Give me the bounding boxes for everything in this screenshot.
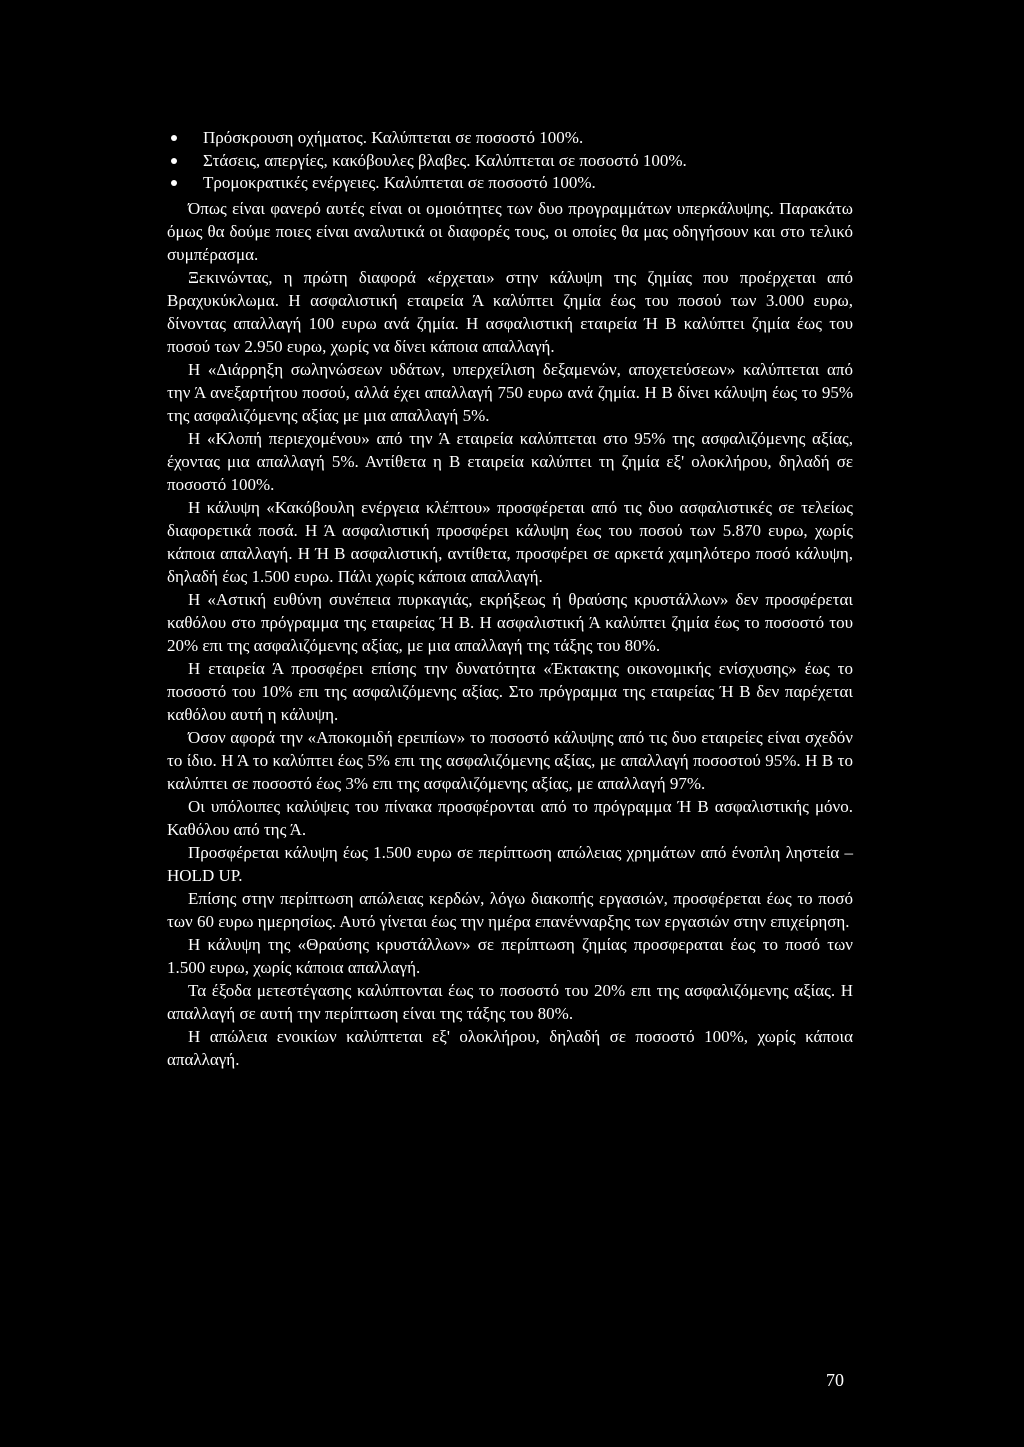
bullet-item: Στάσεις, απεργίες, κακόβουλες βλαβες. Καλύπτεται σε ποσοστό 100%. <box>166 150 866 173</box>
paragraph: Τα έξοδα μετεστέγασης καλύπτονται έως το ποσοστό του 20% επι της ασφαλιζόμενης αξίας. Η απαλλαγή σε αυτή την περίπτωση είναι της τάξης του 80%. <box>167 981 853 1023</box>
paragraph: Η απώλεια ενοικίων καλύπτεται εξ' ολοκλήρου, δηλαδή σε ποσοστό 100%, χωρίς κάποια απαλλαγή. <box>167 1027 853 1069</box>
paragraph: Ξεκινώντας, η πρώτη διαφορά «έρχεται» στην κάλυψη της ζημίας που προέρχεται από Βραχυκύκλωμα. Η ασφαλιστική εταιρεία Ά καλύπτει ζημία έως του ποσού των 3.000 ευρω, δίνοντας απαλλαγή 100 ευρω ανά ζημία. Η ασφαλιστική εταιρεία Ή Β καλύπτει ζημία έως του ποσού των 2.950 ευρω, χωρίς να δίνει κάποια απαλλαγή. <box>167 268 853 356</box>
paragraph: Όπως είναι φανερό αυτές είναι οι ομοιότητες των δυο προγραμμάτων υπερκάλυψης. Παρακάτω όμως θα δούμε ποιες είναι αναλυτικά οι διαφορές τους, οι οποίες θα μας οδηγήσουν και στο τελικό συμπέρασμα. <box>167 199 853 264</box>
paragraph: Η «Διάρρηξη σωληνώσεων υδάτων, υπερχείλιση δεξαμενών, αποχετεύσεων» καλύπτεται από την Ά ανεξαρτήτου ποσού, αλλά έχει απαλλαγή 750 ευρω ανά ζημία. Η Β δίνει κάλυψη έως το 95% της ασφαλιζόμενης αξίας με μια απαλλαγή 5%. <box>167 360 853 425</box>
paragraph: Όσον αφορά την «Αποκομιδή ερειπίων» το ποσοστό κάλυψης από τις δυο εταιρείες είναι σχεδόν το ίδιο. Η Ά το καλύπτει έως 5% επι της ασφαλιζόμενης αξίας, με απαλλαγή ποσοστού 95%. Η Β το καλύπτει σε ποσοστό έως 3% επι της ασφαλιζόμενης αξίας, με απαλλαγή 97%. <box>167 728 853 793</box>
bullet-item: Τρομοκρατικές ενέργειες. Καλύπτεται σε ποσοστό 100%. <box>166 172 866 195</box>
bullet-item: Πρόσκρουση οχήματος. Καλύπτεται σε ποσοστό 100%. <box>166 127 866 150</box>
paragraph: Η «Αστική ευθύνη συνέπεια πυρκαγιάς, εκρήξεως ή θραύσης κρυστάλλων» δεν προσφέρεται καθόλου στο πρόγραμμα της εταιρείας Ή Β. Η ασφαλιστική Ά καλύπτει ζημία έως το ποσοστό του 20% επι της ασφαλιζόμενης αξίας, με μια απαλλαγή της τάξης του 80%. <box>167 590 853 655</box>
paragraph: Προσφέρεται κάλυψη έως 1.500 ευρω σε περίπτωση απώλειας χρημάτων από ένοπλη ληστεία – HOLD UP. <box>167 843 853 885</box>
body-text <box>167 197 853 1071</box>
paragraph: Η κάλυψη της «Θραύσης κρυστάλλων» σε περίπτωση ζημίας προσφεραται έως το ποσό των 1.500 ευρω, χωρίς κάποια απαλλαγή. <box>167 935 853 977</box>
page-number: 70 <box>826 1370 844 1390</box>
paragraph: Η εταιρεία Ά προσφέρει επίσης την δυνατότητα «Έκτακτης οικονομικής ενίσχυσης» έως το ποσοστό του 10% επι της ασφαλιζόμενης αξίας. Στο πρόγραμμα της εταιρείας Ή Β δεν παρέχεται καθόλου αυτή η κάλυψη. <box>167 659 853 724</box>
paragraph: Η «Κλοπή περιεχομένου» από την Ά εταιρεία καλύπτεται στο 95% της ασφαλιζόμενης αξίας, έχοντας μια απαλλαγή 5%. Αντίθετα η Β εταιρεία καλύπτει τη ζημία εξ' ολοκλήρου, δηλαδή σε ποσοστό 100%. <box>167 429 853 494</box>
paragraph: Η κάλυψη «Κακόβουλη ενέργεια κλέπτου» προσφέρεται από τις δυο ασφαλιστικές σε τελείως διαφορετικά ποσά. Η Ά ασφαλιστική προσφέρει κάλυψη έως του ποσού των 5.870 ευρω, χωρίς κάποια απαλλαγή. Η Ή Β ασφαλιστική, αντίθετα, προσφέρει σε αρκετά χαμηλότερο ποσό κάλυψη, δηλαδή έως 1.500 ευρω. Πάλι χωρίς κάποια απαλλαγή. <box>167 498 853 586</box>
coverage-bullet-list <box>166 127 866 195</box>
paragraph: Οι υπόλοιπες καλύψεις του πίνακα προσφέρονται από το πρόγραμμα Ή Β ασφαλιστικής μόνο. Καθόλου από της Ά. <box>167 797 853 839</box>
paragraph: Επίσης στην περίπτωση απώλειας κερδών, λόγω διακοπής εργασιών, προσφέρεται έως το ποσό των 60 ευρω ημερησίως. Αυτό γίνεται έως την ημέρα επανένναρξης των εργασιών στην επιχείρηση. <box>167 889 853 931</box>
